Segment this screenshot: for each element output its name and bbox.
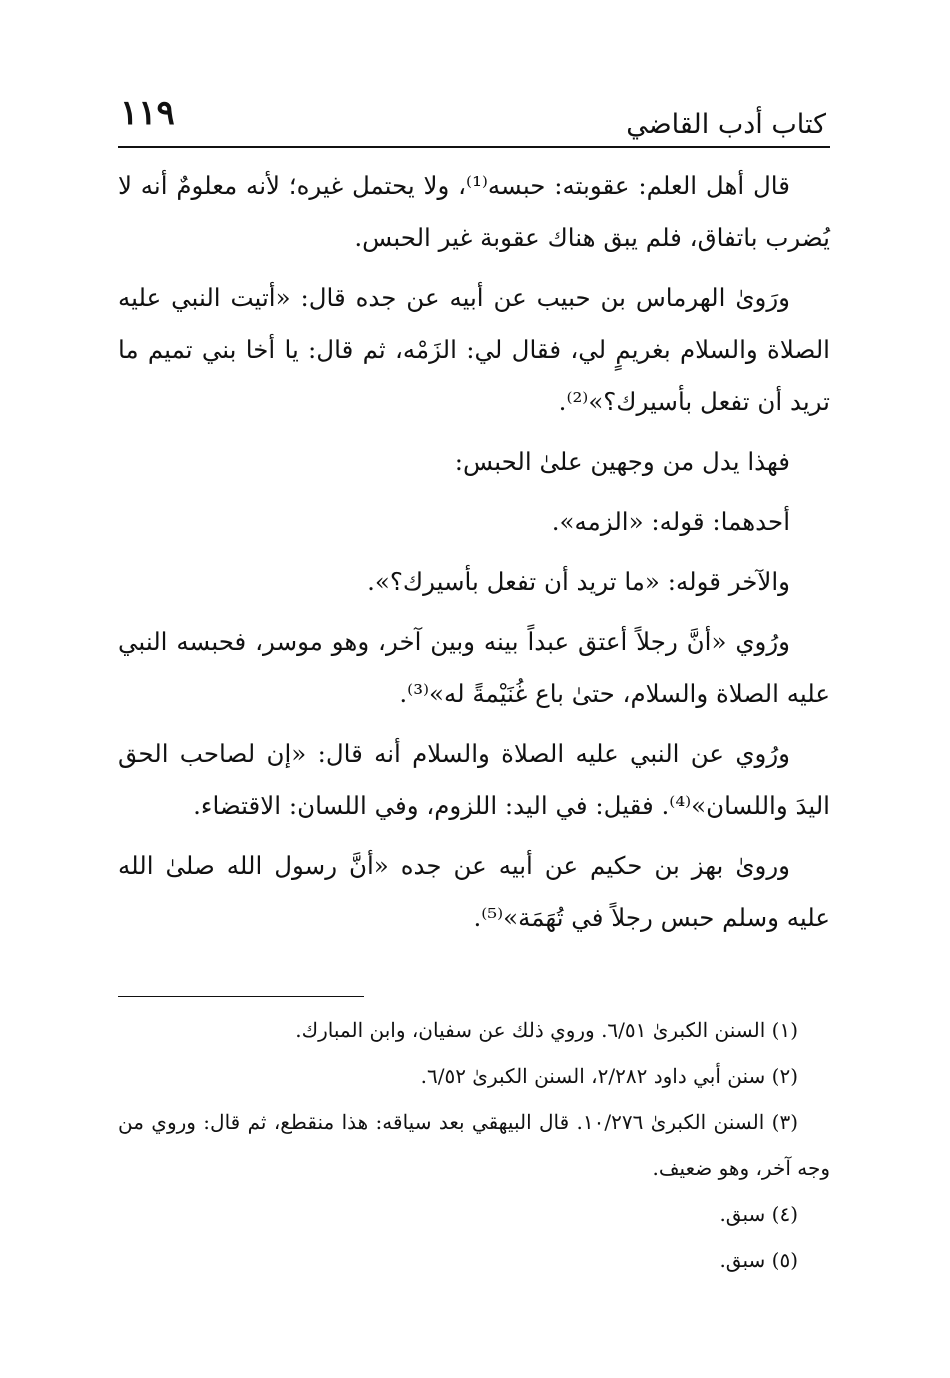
header-rule <box>118 146 830 148</box>
paragraph-6: ورُوي «أنَّ رجلاً أعتق عبداً بينه وبين آخر، وهو موسر، فحبسه النبي عليه الصلاة والسلام، حتىٰ باع غُنَيْمةً له»⁽³⁾. <box>118 627 830 708</box>
paragraph-2: ورَوىٰ الهرماس بن حبيب عن أبيه عن جده قال: «أتيت النبي عليه الصلاة والسلام بغريمٍ لي، فقال لي: الزَمْه، ثم قال: يا أخا بني تميم ما تريد أن تفعل بأسيرك؟»⁽²⁾. <box>118 283 830 416</box>
paragraph-4: أحدهما: قوله: «الزمه». <box>551 507 790 536</box>
footnote-3: (٣) السنن الكبرىٰ ١٠/٢٧٦. قال البيهقي بعد سياقه: هذا منقطع، ثم قال: وروي من وجه آخر، وهو ضعيف. <box>118 1110 830 1180</box>
footnotes <box>118 1007 830 1283</box>
page-number: ١١٩ <box>120 93 175 133</box>
paragraph-8: وروىٰ بهز بن حكيم عن أبيه عن جده «أنَّ رسول الله صلىٰ الله عليه وسلم حبس رجلاً في تُهَمَة»⁽⁵⁾. <box>118 851 830 932</box>
paragraph-5: والآخر قوله: «ما تريد أن تفعل بأسيرك؟». <box>367 567 790 596</box>
book-page <box>118 80 830 1310</box>
paragraph-7: ورُوي عن النبي عليه الصلاة والسلام أنه قال: «إن لصاحب الحق اليدَ واللسان»⁽⁴⁾. فقيل: في اليد: اللزوم، وفي اللسان: الاقتضاء. <box>118 739 830 820</box>
main-text <box>118 160 830 944</box>
footnote-5: (٥) سبق. <box>719 1248 798 1272</box>
footnote-separator <box>118 996 364 997</box>
running-title: كتاب أدب القاضي <box>626 109 826 140</box>
footnote-1: (١) السنن الكبرىٰ ٦/٥١. وروي ذلك عن سفيان، وابن المبارك. <box>295 1018 798 1042</box>
footnote-4: (٤) سبق. <box>719 1202 798 1226</box>
paragraph-1: قال أهل العلم: عقوبته: حبسه⁽¹⁾، ولا يحتمل غيره؛ لأنه معلومٌ أنه لا يُضرب باتفاق، فلم يبق هناك عقوبة غير الحبس. <box>118 171 830 252</box>
paragraph-3: فهذا يدل من وجهين علىٰ الحبس: <box>454 447 790 476</box>
footnote-2: (٢) سنن أبي داود ٢/٢٨٢، السنن الكبرىٰ ٦/٥٢. <box>420 1064 798 1088</box>
page-header <box>118 80 830 146</box>
